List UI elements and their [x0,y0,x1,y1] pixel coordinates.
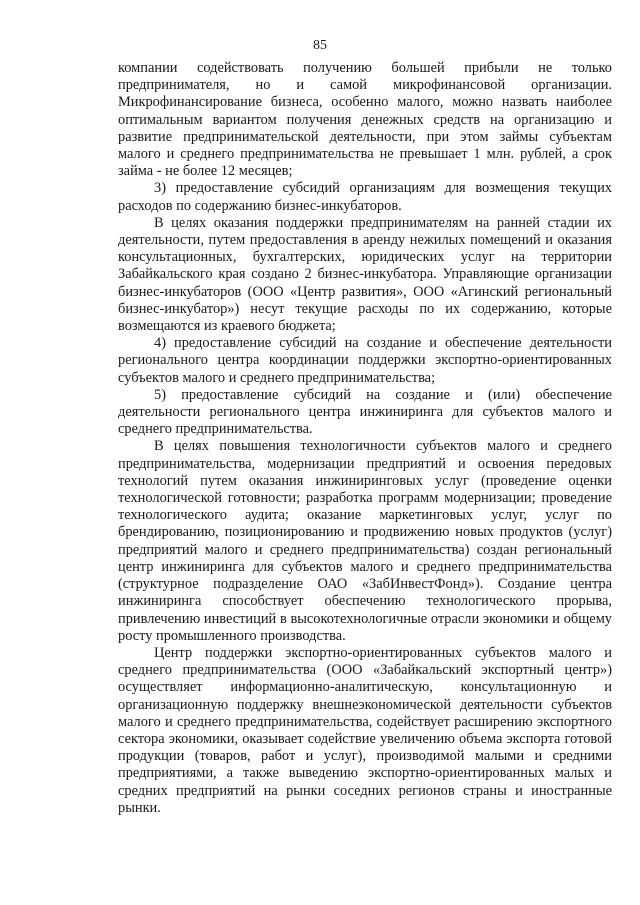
paragraph-engineering-center: В целях повышения технологичности субъектов малого и среднего предпринимательства, модернизации предприятий и освоения передовых технологий путем оказания инжиниринговых услуг (проведение оценки технологической готовности; разработка программ модернизации; проведение технологического аудита; оказание маркетинговых услуг, услуг по брендированию, позиционированию и продвижению новых продуктов (услуг) предприятий малого и среднего предпринимательства) создан региональный центр инжиниринга для субъектов малого и среднего предпринимательства (структурное подразделение ОАО «ЗабИнвестФонд»). Создание центра инжиниринга способствует обеспечению технологического прорыва, привлечению инвестиций в высокотехнологичные отрасли экономики и общему росту промышленного производства. [118,438,612,644]
paragraph-item-4-export-center: 4) предоставление субсидий на создание и обеспечение деятельности регионального центра координации поддержки экспортно-ориентированных субъектов малого и среднего предпринимательства; [118,335,612,386]
paragraph-export-support-center: Центр поддержки экспортно-ориентированных субъектов малого и среднего предпринимательства (ООО «Забайкальский экспортный центр») осуществляет информационно-аналитическую, консультационную и организационную поддержку внешнеэкономической деятельности субъектов малого и среднего предпринимательства, содействует расширению экспортного сектора экономики, оказывает содействие увеличению объема экспорта готовой продукции (товаров, работ и услуг), производимой малыми и средними предприятиями, а также выведению экспортно-ориентированных малых и средних предприятий на рынки соседних регионов страны и иностранные рынки. [118,644,612,816]
paragraph-item-3-subsidies-incubators: 3) предоставление субсидий организациям для возмещения текущих расходов по содержанию бизнес-инкубаторов. [118,180,612,214]
paragraph-business-incubators: В целях оказания поддержки предпринимателям на ранней стадии их деятельности, путем предоставления в аренду нежилых помещений и оказания консультационных, бухгалтерских, юридических услуг на территории Забайкальского края создано 2 бизнес-инкубатора. Управляющие организации бизнес-инкубаторов (ООО «Центр развития», ООО «Агинский региональный бизнес-инкубатор») несут текущие расходы по их содержанию, которые возмещаются из краевого бюджета; [118,214,612,335]
paragraph-microfinance-continuation: компании содействовать получению большей прибыли не только предпринимателя, но и самой микрофинансовой организации. Микрофинансирование бизнеса, особенно малого, можно назвать наиболее оптимальным вариантом получения денежных средств на организацию и развитие предпринимательской деятельности, при этом займы субъектам малого и среднего предпринимательства не превышает 1 млн. рублей, а срок займа - не более 12 месяцев; [118,60,612,180]
document-body [118,60,612,817]
page-number: 85 [313,38,327,53]
paragraph-item-5-engineering-center: 5) предоставление субсидий на создание и (или) обеспечение деятельности регионального центра инжиниринга для субъектов малого и среднего предпринимательства. [118,386,612,438]
